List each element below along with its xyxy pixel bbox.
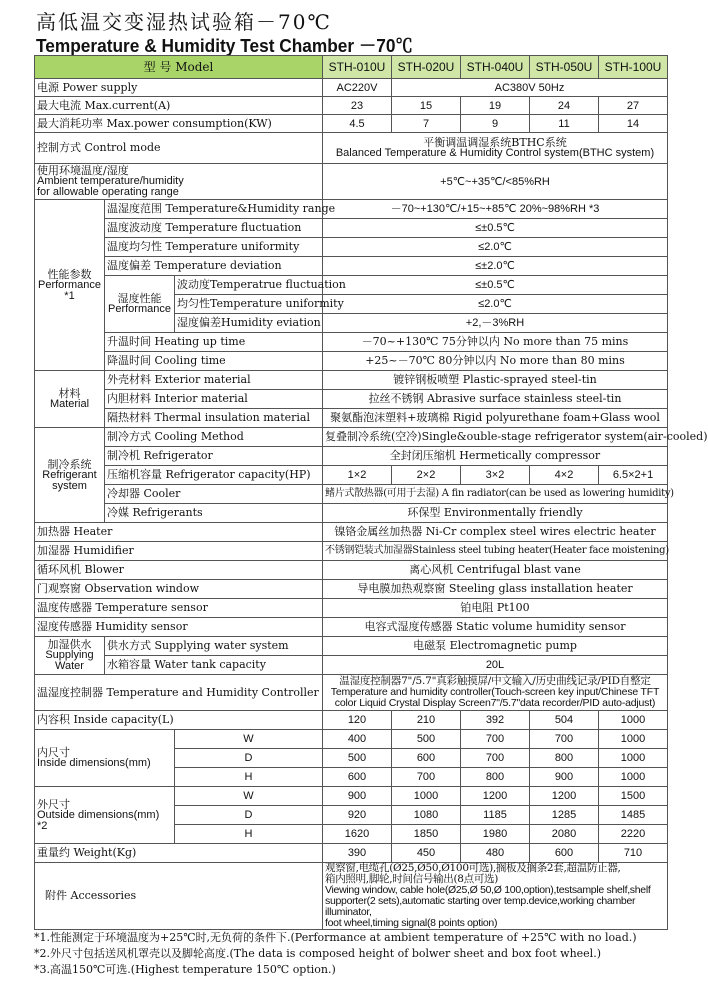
table-row bbox=[35, 863, 668, 930]
outside-w-4: 1200 bbox=[530, 787, 599, 806]
temp-unif-value: ≤2.0℃ bbox=[323, 238, 668, 257]
table-row bbox=[35, 485, 668, 504]
table-row bbox=[35, 599, 668, 618]
outside-dim-label-cn: 外尺寸 bbox=[37, 797, 70, 811]
outside-d-1: 920 bbox=[323, 806, 392, 825]
outside-dim-d-key: D bbox=[175, 806, 323, 825]
table-row bbox=[35, 428, 668, 447]
refrigerant-group-label bbox=[35, 428, 105, 523]
heating-value: －70~+130℃ 75分钟以内 No more than 75 mins bbox=[323, 333, 668, 352]
capacity-label: 压缩机容量 Refrigerator capacity(HP) bbox=[105, 466, 323, 485]
temp-dev-label: 温度偏差 Temperature deviation bbox=[105, 257, 323, 276]
refrigerants-value: 环保型 Environmentally friendly bbox=[323, 504, 668, 523]
max-current-label: 最大电流 Max.current(A) bbox=[35, 97, 323, 115]
inside-capacity-4: 504 bbox=[530, 711, 599, 730]
table-row bbox=[35, 200, 668, 219]
accessories-value bbox=[323, 863, 668, 930]
window-value: 导电膜加热观察窗 Steeling glass installation heater bbox=[323, 580, 668, 599]
outside-d-2: 1080 bbox=[392, 806, 461, 825]
controller-value-line1: 温湿度控制器7"/5.7"真彩触摸屏/中文输入/历史曲线记录/PID自整定 bbox=[339, 675, 651, 687]
model-3: STH-040U bbox=[461, 56, 530, 79]
table-row bbox=[35, 390, 668, 409]
heater-value: 镍铬金属丝加热器 Ni-Cr complex steel wires electric heater bbox=[323, 523, 668, 542]
max-current-1: 23 bbox=[323, 97, 392, 115]
cooling-value: +25~－70℃ 80分钟以内 No more than 80 mins bbox=[323, 352, 668, 371]
accessories-line3: Viewing window, cable hole(Ø25,Ø 50,Ø 100,option),testsample shelf,shelf bbox=[325, 884, 651, 896]
water-label-en1: Supplying bbox=[45, 649, 94, 661]
exterior-value: 镀锌钢板喷塑 Plastic-sprayed steel-tin bbox=[323, 371, 668, 390]
power-supply-value-1: AC220V bbox=[323, 79, 392, 97]
outside-dim-h-key: H bbox=[175, 825, 323, 844]
water-label-en2: Water bbox=[55, 660, 84, 672]
inside-w-1: 400 bbox=[323, 730, 392, 749]
weight-1: 390 bbox=[323, 844, 392, 863]
ambient-label-en1: Ambient temperature/humidity bbox=[37, 175, 184, 187]
model-1: STH-010U bbox=[323, 56, 392, 79]
outside-w-1: 900 bbox=[323, 787, 392, 806]
table-row bbox=[35, 466, 668, 485]
insulation-value: 聚氨酯泡沫塑料+玻璃棉 Rigid polyurethane foam+Glass wool bbox=[323, 409, 668, 428]
table-row bbox=[35, 164, 668, 200]
table-row bbox=[35, 115, 668, 133]
table-row bbox=[35, 580, 668, 599]
table-row bbox=[35, 79, 668, 97]
water-tank-value: 20L bbox=[323, 656, 668, 675]
table-row bbox=[35, 711, 668, 730]
heating-label: 升温时间 Heating up time bbox=[105, 333, 323, 352]
hum-fluct-label: 波动度Temperatrue fluctuation bbox=[175, 276, 323, 295]
max-current-3: 19 bbox=[461, 97, 530, 115]
spec-table bbox=[34, 55, 708, 930]
refrigerants-label: 冷媒 Refrigerants bbox=[105, 504, 323, 523]
inside-d-5: 1000 bbox=[599, 749, 668, 768]
table-row bbox=[35, 219, 668, 238]
performance-label-cn: 性能参数 bbox=[47, 267, 92, 281]
inside-dim-h-key: H bbox=[175, 768, 323, 787]
humidity-perf-label-cn: 湿度性能 bbox=[117, 292, 162, 305]
hum-fluct-value: ≤±0.5℃ bbox=[323, 276, 668, 295]
humidity-perf-label-en: Performance bbox=[108, 303, 171, 315]
footnote-1: *1.性能测定于环境温度为+25℃时,无负荷的条件下.(Performance at ambient temperature of +25℃ with no load.) bbox=[34, 931, 637, 944]
inside-capacity-5: 1000 bbox=[599, 711, 668, 730]
outside-dim-w-key: W bbox=[175, 787, 323, 806]
outside-h-4: 2080 bbox=[530, 825, 599, 844]
cooling-label: 降温时间 Cooling time bbox=[105, 352, 323, 371]
controller-label: 温湿度控制器 Temperature and Humidity Controller bbox=[35, 675, 323, 711]
table-row bbox=[35, 333, 668, 352]
max-power-3: 9 bbox=[461, 115, 530, 133]
weight-4: 600 bbox=[530, 844, 599, 863]
inside-d-3: 700 bbox=[461, 749, 530, 768]
inside-capacity-1: 120 bbox=[323, 711, 392, 730]
table-row bbox=[35, 844, 668, 863]
inside-w-3: 700 bbox=[461, 730, 530, 749]
ambient-label bbox=[35, 164, 323, 200]
outside-w-2: 1000 bbox=[392, 787, 461, 806]
table-row bbox=[35, 787, 668, 806]
insulation-label: 隔热材料 Thermal insulation material bbox=[105, 409, 323, 428]
control-mode-value bbox=[323, 133, 668, 164]
material-label-en: Material bbox=[49, 398, 90, 410]
outside-d-5: 1485 bbox=[599, 806, 668, 825]
interior-label: 内胆材料 Interior material bbox=[105, 390, 323, 409]
capacity-1: 1×2 bbox=[323, 466, 392, 485]
inside-capacity-label: 内容积 Inside capacity(L) bbox=[35, 711, 323, 730]
outside-h-2: 1850 bbox=[392, 825, 461, 844]
refrigerant-label-en1: Refrigerant bbox=[42, 468, 97, 481]
capacity-2: 2×2 bbox=[392, 466, 461, 485]
control-mode-label: 控制方式 Control mode bbox=[35, 133, 323, 164]
table-row bbox=[35, 675, 668, 711]
outside-h-5: 2220 bbox=[599, 825, 668, 844]
power-supply-label: 电源 Power supply bbox=[35, 79, 323, 97]
material-label-cn: 材料 bbox=[58, 387, 81, 400]
table-row bbox=[35, 504, 668, 523]
hum-sensor-value: 电容式湿度传感器 Static volume humidity sensor bbox=[323, 618, 668, 637]
title-chinese: 高低温交变湿热试验箱－70℃ bbox=[36, 10, 332, 34]
table-row bbox=[35, 352, 668, 371]
table-row bbox=[35, 409, 668, 428]
outside-dim-label bbox=[35, 787, 175, 844]
humidifier-label: 加湿器 Humidifier bbox=[35, 542, 323, 561]
max-power-4: 11 bbox=[530, 115, 599, 133]
capacity-4: 4×2 bbox=[530, 466, 599, 485]
performance-label-note: *1 bbox=[64, 289, 75, 302]
outside-h-1: 1620 bbox=[323, 825, 392, 844]
hum-unif-label: 均匀性Temperature uniformity bbox=[175, 295, 323, 314]
cooler-label: 冷却器 Cooler bbox=[105, 485, 323, 504]
accessories-label: 附件 Accessories bbox=[35, 863, 323, 930]
outside-d-3: 1185 bbox=[461, 806, 530, 825]
max-current-4: 24 bbox=[530, 97, 599, 115]
hum-sensor-label: 湿度传感器 Humidity sensor bbox=[35, 618, 323, 637]
weight-5: 710 bbox=[599, 844, 668, 863]
weight-3: 480 bbox=[461, 844, 530, 863]
max-power-label: 最大消耗功率 Max.power consumption(KW) bbox=[35, 115, 323, 133]
inside-dim-w-key: W bbox=[175, 730, 323, 749]
inside-dim-label-cn: 内尺寸 bbox=[37, 746, 70, 759]
inside-dim-d-key: D bbox=[175, 749, 323, 768]
inside-capacity-2: 210 bbox=[392, 711, 461, 730]
blower-label: 循环风机 Blower bbox=[35, 561, 323, 580]
inside-dim-label-en: Inside dimensions(mm) bbox=[37, 757, 151, 769]
table-row bbox=[35, 730, 668, 749]
inside-h-1: 600 bbox=[323, 768, 392, 787]
accessories-line2: 箱内照明,脚轮,时间信号输出(8点可选) bbox=[325, 873, 499, 885]
control-mode-value-cn: 平衡调温调湿系统BTHC系统 bbox=[423, 136, 567, 149]
capacity-5: 6.5×2+1 bbox=[599, 466, 668, 485]
weight-2: 450 bbox=[392, 844, 461, 863]
outside-dim-label-en: Outside dimensions(mm) bbox=[37, 808, 160, 821]
accessories-line5: foot wheel,timing signal(8 points option) bbox=[325, 917, 498, 929]
table-row bbox=[35, 371, 668, 390]
range-value: －70~+130℃/+15~+85℃ 20%~98%RH *3 bbox=[323, 200, 668, 219]
inside-d-4: 800 bbox=[530, 749, 599, 768]
table-row bbox=[35, 238, 668, 257]
inside-h-5: 1000 bbox=[599, 768, 668, 787]
inside-w-2: 500 bbox=[392, 730, 461, 749]
hum-dev-label: 湿度偏差Humidity eviation bbox=[175, 314, 323, 333]
model-5: STH-100U bbox=[599, 56, 668, 79]
range-label: 温湿度范围 Temperature&Humidity range bbox=[105, 200, 323, 219]
footnote-2: *2.外尺寸包括送风机罩壳以及脚轮高度.(The data is composed height of bolwer sheet and box foot wheel.) bbox=[34, 947, 601, 960]
performance-group-label bbox=[35, 200, 105, 371]
blower-value: 离心风机 Centrifugal blast vane bbox=[323, 561, 668, 580]
inside-d-1: 500 bbox=[323, 749, 392, 768]
humidifier-value: 不锈钢铠装式加湿器Stainless steel tubing heater(Heater face moistening) bbox=[323, 542, 668, 561]
max-current-2: 15 bbox=[392, 97, 461, 115]
heater-label: 加热器 Heater bbox=[35, 523, 323, 542]
material-group-label bbox=[35, 371, 105, 428]
table-row bbox=[35, 542, 668, 561]
temp-sensor-value: 铂电阻 Pt100 bbox=[323, 599, 668, 618]
header-row bbox=[35, 56, 668, 79]
outside-d-4: 1285 bbox=[530, 806, 599, 825]
capacity-3: 3×2 bbox=[461, 466, 530, 485]
inside-w-5: 1000 bbox=[599, 730, 668, 749]
footnote-3: *3.高温150℃可选.(Highest temperature 150℃ option.) bbox=[34, 963, 336, 976]
outside-h-3: 1980 bbox=[461, 825, 530, 844]
controller-value bbox=[323, 675, 668, 711]
outside-w-3: 1200 bbox=[461, 787, 530, 806]
title-english: Temperature & Humidity Test Chamber －70℃ bbox=[36, 36, 413, 56]
temp-fluct-label: 温度波动度 Temperature fluctuation bbox=[105, 219, 323, 238]
interior-value: 拉丝不锈钢 Abrasive surface stainless steel-tin bbox=[323, 390, 668, 409]
footnotes bbox=[34, 930, 637, 978]
table-row bbox=[35, 523, 668, 542]
table-row bbox=[35, 618, 668, 637]
max-current-5: 27 bbox=[599, 97, 668, 115]
hum-dev-value: +2,－3%RH bbox=[323, 314, 668, 333]
inside-capacity-3: 392 bbox=[461, 711, 530, 730]
inside-d-2: 600 bbox=[392, 749, 461, 768]
ambient-label-cn: 使用环境温度/湿度 bbox=[37, 164, 129, 177]
hum-unif-value: ≤2.0℃ bbox=[323, 295, 668, 314]
table-row bbox=[35, 447, 668, 466]
exterior-label: 外壳材料 Exterior material bbox=[105, 371, 323, 390]
ambient-value: +5℃~+35℃/<85%RH bbox=[323, 164, 668, 200]
cooling-method-label: 制冷方式 Cooling Method bbox=[105, 428, 323, 447]
accessories-line1: 观察窗,电缆孔(Ø25,Ø50,Ø100可选),搁板及搁条2套,超温防止器, bbox=[325, 862, 621, 874]
inside-h-4: 900 bbox=[530, 768, 599, 787]
model-4: STH-050U bbox=[530, 56, 599, 79]
water-tank-label: 水箱容量 Water tank capacity bbox=[105, 656, 323, 675]
temp-sensor-label: 温度传感器 Temperature sensor bbox=[35, 599, 323, 618]
accessories-line4: supporter(2 sets),automatic starting over temp.device,working chamber illuminator, bbox=[325, 895, 636, 918]
water-group-label bbox=[35, 637, 105, 675]
temp-unif-label: 温度均匀性 Temperature uniformity bbox=[105, 238, 323, 257]
inside-dim-label bbox=[35, 730, 175, 787]
table-row bbox=[35, 656, 668, 675]
temp-dev-value: ≤±2.0℃ bbox=[323, 257, 668, 276]
water-supply-label: 供水方式 Supplying water system bbox=[105, 637, 323, 656]
ambient-label-en2: for allowable operating range bbox=[37, 186, 179, 198]
table-row bbox=[35, 561, 668, 580]
controller-value-line2: Temperature and humidity controller(Touch-screen key input/Chinese TFT bbox=[330, 686, 660, 698]
cooler-value: 鳍片式散热器(可用于去湿) A fin radiator(can be used as lowering humidity) bbox=[323, 485, 668, 504]
table-row bbox=[35, 257, 668, 276]
performance-label-en: Performance bbox=[38, 278, 101, 291]
table-row bbox=[35, 97, 668, 115]
table-row bbox=[35, 276, 668, 295]
refrigerant-label-en2: system bbox=[52, 479, 87, 492]
max-power-2: 7 bbox=[392, 115, 461, 133]
model-header: 型 号 Model bbox=[35, 56, 323, 79]
refrigerator-label: 制冷机 Refrigerator bbox=[105, 447, 323, 466]
refrigerator-value: 全封闭压缩机 Hermetically compressor bbox=[323, 447, 668, 466]
inside-h-2: 700 bbox=[392, 768, 461, 787]
table-row bbox=[35, 637, 668, 656]
window-label: 门观察窗 Observation window bbox=[35, 580, 323, 599]
outside-w-5: 1500 bbox=[599, 787, 668, 806]
max-power-5: 14 bbox=[599, 115, 668, 133]
outside-dim-label-note: *2 bbox=[37, 819, 48, 832]
max-power-1: 4.5 bbox=[323, 115, 392, 133]
refrigerant-label-cn: 制冷系统 bbox=[47, 457, 92, 471]
weight-label: 重量约 Weight(Kg) bbox=[35, 844, 323, 863]
humidity-perf-group-label bbox=[105, 276, 175, 333]
table-row bbox=[35, 133, 668, 164]
temp-fluct-value: ≤±0.5℃ bbox=[323, 219, 668, 238]
model-2: STH-020U bbox=[392, 56, 461, 79]
inside-h-3: 800 bbox=[461, 768, 530, 787]
cooling-method-value: 复叠制冷系统(空冷)Single&ouble-stage refrigerator system(air-cooled) bbox=[323, 428, 668, 447]
power-supply-value-2: AC380V 50Hz bbox=[392, 79, 668, 97]
inside-w-4: 700 bbox=[530, 730, 599, 749]
control-mode-value-en: Balanced Temperature & Humidity Control system(BTHC system) bbox=[335, 147, 655, 159]
water-supply-value: 电磁泵 Electromagnetic pump bbox=[323, 637, 668, 656]
controller-value-line3: color Liquid Crystal Display Screen7"/5.7"data recorder/PID auto-adjust) bbox=[334, 697, 656, 709]
water-label-cn: 加湿供水 bbox=[47, 638, 92, 651]
